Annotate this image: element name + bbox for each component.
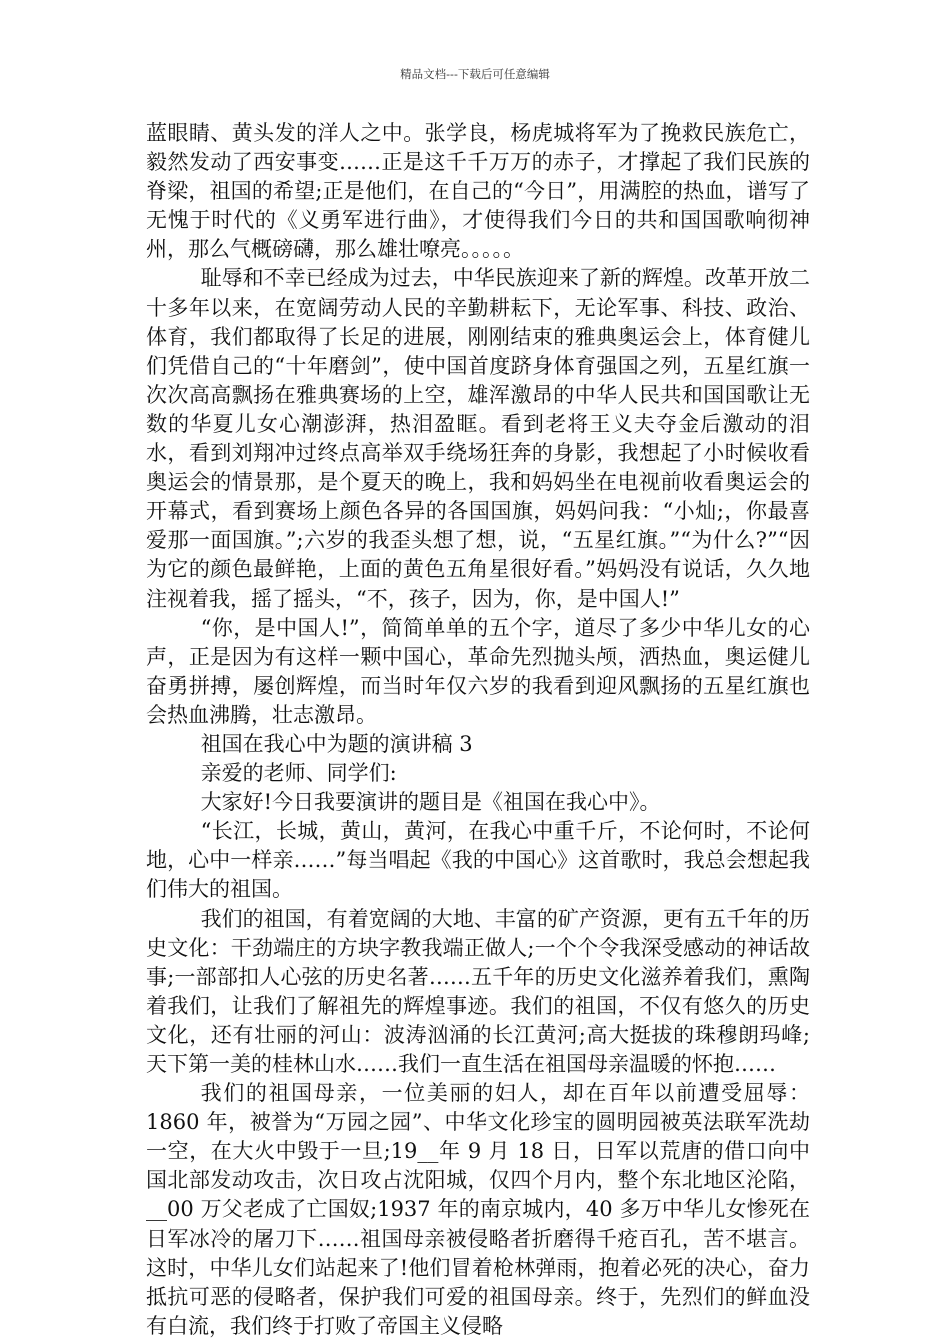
paragraph: 我们的祖国，有着宽阔的大地、丰富的矿产资源，更有五千年的历史文化：干劲端庄的方块字教我端正做人;一个个令我深受感动的神话故事;一部部扣人心弦的历史名著……五千年的历史文化滋养着我们，熏陶着我们，让我们了解祖先的辉煌事迹。我们的祖国，不仅有悠久的历史文化，还有壮丽的河山：波涛汹涌的长江黄河;高大挺拔的珠穆朗玛峰;天下第一美的桂林山水……我们一直生活在祖国母亲温暖的怀抱…… (146, 906, 810, 1076)
document-body (146, 119, 810, 1341)
page-header: 精品文档---下载后可任意编辑 (400, 67, 550, 81)
paragraph-continuation: 蓝眼睛、黄头发的洋人之中。张学良，杨虎城将军为了挽救民族危亡，毅然发动了西安事变……正是这千千万万的赤子，才撑起了我们民族的脊梁，祖国的希望;正是他们，在自己的“今日”，用满腔的热血，谱写了无愧于时代的《义勇军进行曲》，才使得我们今日的共和国国歌响彻神州，那么气概磅礴，那么雄壮嘹亮。。。。。 (146, 121, 810, 262)
paragraph: “你，是中国人!”，简简单单的五个字，道尽了多少中华儿女的心声，正是因为有这样一颗中国心，革命先烈抛头颅，洒热血，奥运健儿奋勇拼搏，屡创辉煌，而当时年仅六岁的我看到迎风飘扬的五星红旗也会热血沸腾，壮志激昂。 (146, 615, 810, 727)
paragraph: “长江，长城，黄山，黄河，在我心中重千斤，不论何时，不论何地，心中一样亲……”每当唱起《我的中国心》这首歌时，我总会想起我们伟大的祖国。 (146, 819, 810, 902)
salutation: 亲爱的老师、同学们: (200, 761, 397, 786)
paragraph: 我们的祖国母亲，一位美丽的妇人，却在百年以前遭受屈辱：1860 年，被誉为“万园之园”、中华文化珍宝的圆明园被英法联军洗劫一空，在大火中毁于一旦;19__年 9 月 18 日，日军以荒唐的借口向中国北部发动攻击，次日攻占沈阳城，仅四个月内，整个东北地区沦陷，__00 万父老成了亡国奴;1937 年的南京城内，40 多万中华儿女惨死在日军冰冷的屠刀下……祖国母亲被侵略者折磨得千疮百孔，苦不堪言。这时，中华儿女们站起来了!他们冒着枪林弹雨，抱着必死的决心，奋力抵抗可恶的侵略者，保护我们可爱的祖国母亲。终于，先烈们的鲜血没有白流，我们终于打败了帝国主义侵略 (146, 1081, 810, 1338)
paragraph: 大家好!今日我要演讲的题目是《祖国在我心中》。 (200, 790, 661, 815)
paragraph: 耻辱和不幸已经成为过去，中华民族迎来了新的辉煌。改革开放二十多年以来，在宽阔劳动人民的辛勤耕耘下，无论军事、科技、政治、体育，我们都取得了长足的进展，刚刚结束的雅典奥运会上，体育健儿们凭借自己的“十年磨剑”，使中国首度跻身体育强国之列，五星红旗一次次高高飘扬在雅典赛场的上空，雄浑激昂的中华人民共和国国歌让无数的华夏儿女心潮澎湃，热泪盈眶。看到老将王义夫夺金后激动的泪水，看到刘翔冲过终点高举双手绕场狂奔的身影，我想起了小时候收看奥运会的情景那，是个夏天的晚上，我和妈妈坐在电视前收看奥运会的开幕式，看到赛场上颜色各异的各国国旗，妈妈问我：“小灿;，你最喜爱那一面国旗。”;六岁的我歪头想了想，说，“五星红旗。”“为什么?”“因为它的颜色最鲜艳，上面的黄色五角星很好看。”妈妈没有说话，久久地注视着我，摇了摇头，“不，孩子，因为，你，是中国人!” (146, 266, 810, 611)
section-title: 祖国在我心中为题的演讲稿 3 (200, 731, 473, 756)
